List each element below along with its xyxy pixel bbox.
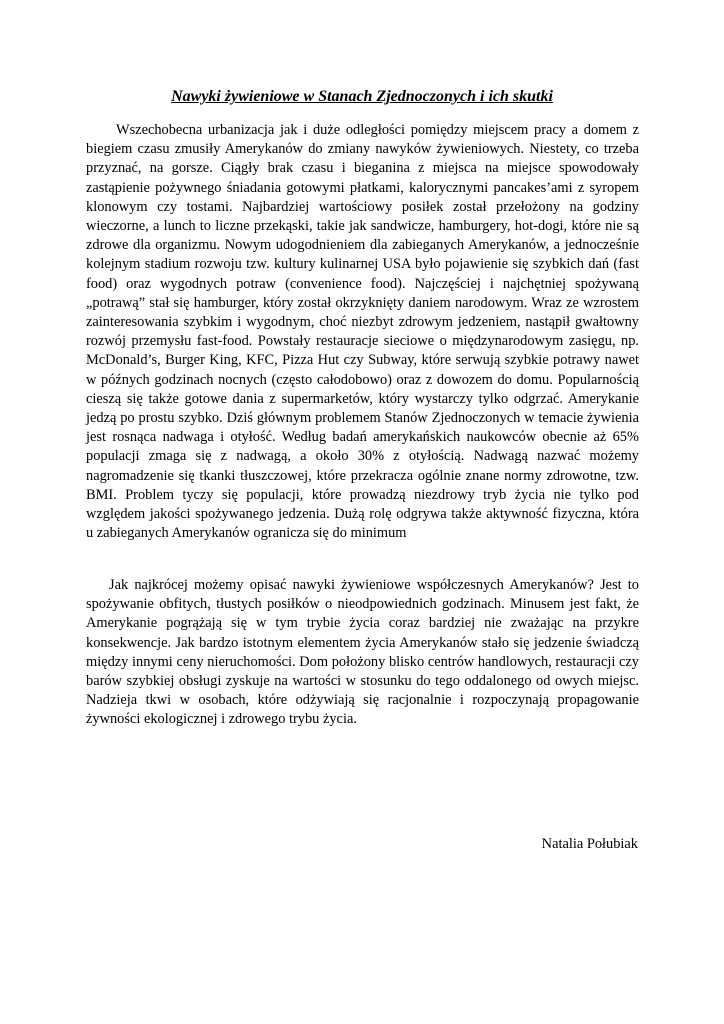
author-signature: Natalia Połubiak bbox=[541, 836, 638, 852]
document-title: Nawyki żywieniowe w Stanach Zjednoczonych i ich skutki bbox=[171, 88, 553, 105]
paragraph-1: Wszechobecna urbanizacja jak i duże odległości pomiędzy miejscem pracy a domem z biegiem czasu zmusiły Amerykanów do zmiany nawyków żywieniowych. Niestety, co trzeba przyznać, na gorsze. Ciągły brak czasu i bieganina z miejsca na miejsce spowodowały zastąpienie pożywnego śniadania gotowymi płatkami, kalorycznymi pancakes’ami z syropem klonowym czy tostami. Najbardziej wartościowy posiłek został przełożony na godziny wieczorne, a lunch to liczne przekąski, takie jak sandwicze, hamburgery, hot-dogi, które nie są zdrowe dla organizmu. Nowym udogodnieniem dla zabieganych Amerykanów, a jednocześnie kolejnym stadium rozwoju tzw. kultury kulinarnej USA było pojawienie się szybkich dań (fast food) oraz wygodnych potraw (convenience food). Najczęściej i najchętniej spożywaną „potrawą” stał się hamburger, który został okrzyknięty daniem narodowym. Wraz ze wzrostem zainteresowania szybkim i wygodnym, choć niezbyt zdrowym jedzeniem, nastąpił gwałtowny rozwój przemysłu fast-food. Powstały restauracje sieciowe o międzynarodowym zasięgu, np. McDonald’s, Burger King, KFC, Pizza Hut czy Subway, które serwują szybkie potrawy nawet w późnych godzinach nocnych (często całodobowo) oraz z dowozem do domu. Popularnością cieszą się także gotowe dania z supermarketów, który wystarczy tylko odgrzać. Amerykanie jedzą po prostu szybko. Dziś głównym problemem Stanów Zjednoczonych w temacie żywienia jest rosnąca nadwaga i otyłość. Według badań amerykańskich naukowców obecnie aż 65% populacji zmaga się z nadwagą, a około 30% z otyłością. Nadwagą nazwać możemy nagromadzenie się tkanki tłuszczowej, które przekracza ogólnie znane normy zdrowotne, tzw. BMI. Problem tyczy się populacji, które prowadzą niezdrowy tryb życia nie tylko pod względem jakości spożywanego jedzenia. Dużą rolę odgrywa także aktywność fizyczna, która u zabieganych Amerykanów ogranicza się do minimum bbox=[86, 122, 639, 542]
paragraph-2: Jak najkrócej możemy opisać nawyki żywieniowe współczesnych Amerykanów? Jest to spożywanie obfitych, tłustych posiłków o nieodpowiednich godzinach. Minusem jest fakt, że Amerykanie pogrążają się w tym trybie życia coraz bardziej nie zważając na przykre konsekwencje. Jak bardzo istotnym elementem życia Amerykanów stało się jedzenie świadczą między innymi ceny nieruchomości. Dom położony blisko centrów handlowych, restauracji czy barów szybkiej obsługi zyskuje na wartości w stosunku do tego oddalonego od owych miejsc. Nadzieja tkwi w osobach, które odżywiają się racjonalnie i rozpoczynają propagowanie żywności ekologicznej i zdrowego trybu życia. bbox=[86, 577, 639, 728]
